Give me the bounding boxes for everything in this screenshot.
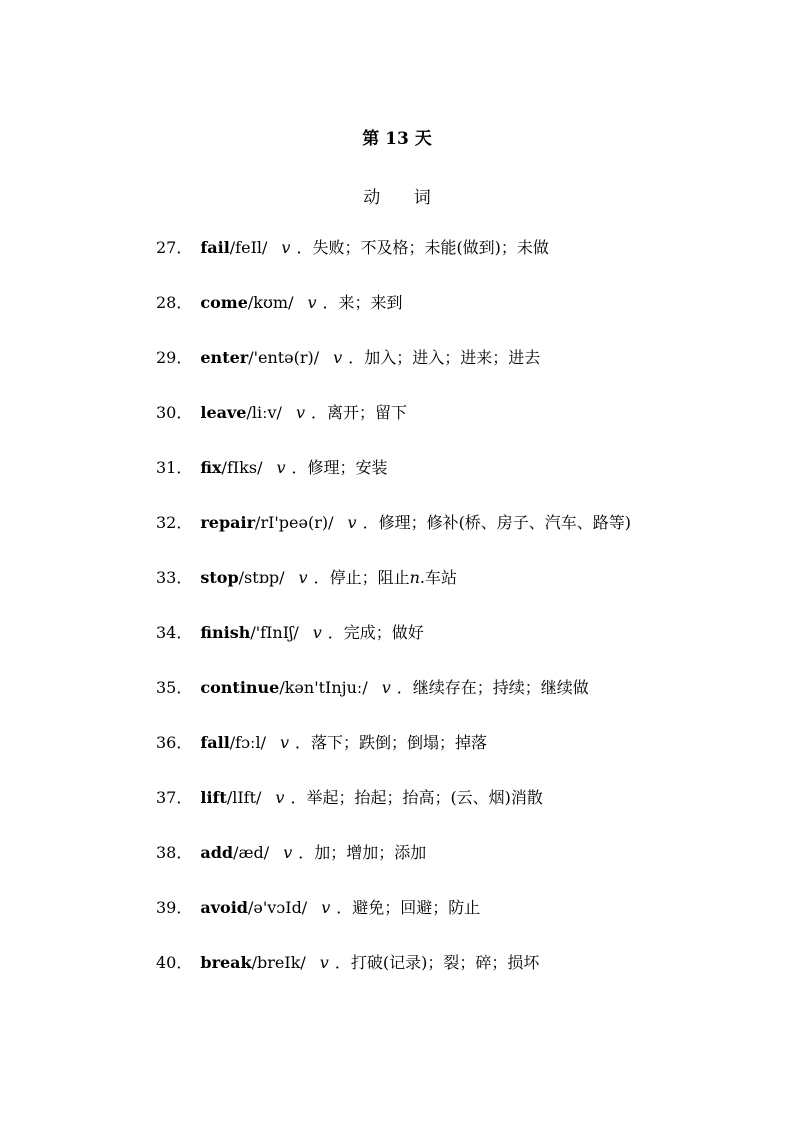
entry-meaning: ．来；来到	[322, 293, 403, 312]
entry-meaning: ．避免；回避；防止	[336, 898, 481, 917]
entry-part-of-speech: v	[281, 238, 291, 257]
vocab-entry	[156, 236, 766, 291]
entry-meaning: ．打破(记录)；裂；碎；损坏	[334, 953, 540, 972]
entry-phonetic: /feIl/	[229, 238, 268, 257]
vocab-entry	[156, 896, 766, 951]
entry-part-of-speech: v	[283, 843, 293, 862]
entry-word: fall	[200, 733, 230, 752]
entry-part-of-speech: v	[298, 568, 308, 587]
entry-part-of-speech: v	[275, 788, 285, 807]
entry-number: 35．	[156, 678, 193, 697]
entry-meaning: ．加入；进入；进来；进去	[348, 348, 541, 367]
entry-phonetic: /rI'peə(r)/	[255, 513, 334, 532]
section-title: 动 词	[363, 188, 445, 208]
vocab-entry	[156, 951, 766, 1006]
entry-word: come	[200, 293, 248, 312]
vocab-entry	[156, 346, 766, 401]
vocab-entry	[156, 731, 766, 786]
vocab-entry	[156, 786, 766, 841]
entry-word: continue	[200, 678, 280, 697]
entry-number: 33．	[156, 568, 193, 587]
vocab-entry	[156, 676, 766, 731]
entry-number: 37．	[156, 788, 193, 807]
entry-meaning: ．修理；修补(桥、房子、汽车、路等)	[362, 513, 632, 532]
entry-number: 40．	[156, 953, 193, 972]
entry-phonetic: /lIft/	[226, 788, 262, 807]
entry-phonetic: /kʊm/	[247, 293, 294, 312]
vocab-entry	[156, 401, 766, 456]
entry-part-of-speech: v	[321, 898, 331, 917]
entry-meaning: ．停止；阻止	[313, 568, 410, 587]
page-title: 第 13 天	[362, 129, 432, 149]
entry-word: break	[200, 953, 252, 972]
entry-part-of-speech: v	[381, 678, 391, 697]
entry-phonetic: /stɒp/	[238, 568, 285, 587]
entry-phonetic: /'entə(r)/	[248, 348, 320, 367]
entry-part-of-speech: v	[276, 458, 286, 477]
entry-number: 30．	[156, 403, 193, 422]
entry-part-of-speech: v	[319, 953, 329, 972]
entry-word: lift	[200, 788, 227, 807]
entry-phonetic: /kən'tInjuː/	[279, 678, 368, 697]
entry-part-of-speech: v	[333, 348, 343, 367]
entry-phonetic: /ə'vɔId/	[247, 898, 308, 917]
vocab-entry	[156, 291, 766, 346]
entry-extra-meaning: .车站	[419, 568, 458, 587]
entry-meaning: ．完成；做好	[327, 623, 424, 642]
entry-word: finish	[200, 623, 251, 642]
vocabulary-list	[156, 236, 766, 1006]
vocab-entry	[156, 841, 766, 896]
entry-phonetic: /liːv/	[246, 403, 282, 422]
entry-number: 27．	[156, 238, 193, 257]
entry-meaning: ．离开；留下	[310, 403, 407, 422]
entry-number: 28．	[156, 293, 193, 312]
entry-number: 29．	[156, 348, 193, 367]
entry-meaning: ．举起；抬起；抬高；(云、烟)消散	[290, 788, 543, 807]
entry-meaning: ．修理；安装	[291, 458, 388, 477]
entry-number: 36．	[156, 733, 193, 752]
entry-phonetic: /'fInIʃ/	[250, 623, 299, 642]
entry-word: repair	[200, 513, 256, 532]
entry-phonetic: /breIk/	[251, 953, 306, 972]
vocab-entry	[156, 511, 766, 566]
entry-meaning: ．加；增加；添加	[298, 843, 427, 862]
entry-word: avoid	[200, 898, 248, 917]
entry-number: 32．	[156, 513, 193, 532]
entry-word: enter	[200, 348, 249, 367]
entry-phonetic: /fIks/	[221, 458, 263, 477]
vocab-entry	[156, 456, 766, 511]
entry-word: leave	[200, 403, 247, 422]
entry-word: add	[200, 843, 234, 862]
entry-word: fix	[200, 458, 222, 477]
entry-meaning: ．继续存在；持续；继续做	[396, 678, 589, 697]
entry-word: fail	[200, 238, 230, 257]
entry-word: stop	[200, 568, 239, 587]
entry-part-of-speech: v	[307, 293, 317, 312]
entry-number: 39．	[156, 898, 193, 917]
entry-part-of-speech: v	[295, 403, 305, 422]
entry-part-of-speech: v	[312, 623, 322, 642]
entry-number: 34．	[156, 623, 193, 642]
entry-part-of-speech: v	[347, 513, 357, 532]
entry-phonetic: /æd/	[233, 843, 270, 862]
entry-number: 38．	[156, 843, 193, 862]
entry-part-of-speech: v	[279, 733, 289, 752]
entry-extra-part-of-speech: n	[409, 568, 420, 587]
entry-phonetic: /fɔːl/	[229, 733, 266, 752]
vocab-entry	[156, 621, 766, 676]
entry-meaning: ．落下；跌倒；倒塌；掉落	[295, 733, 488, 752]
entry-number: 31．	[156, 458, 193, 477]
entry-meaning: ．失败；不及格；未能(做到)；未做	[296, 238, 549, 257]
vocab-entry	[156, 566, 766, 621]
